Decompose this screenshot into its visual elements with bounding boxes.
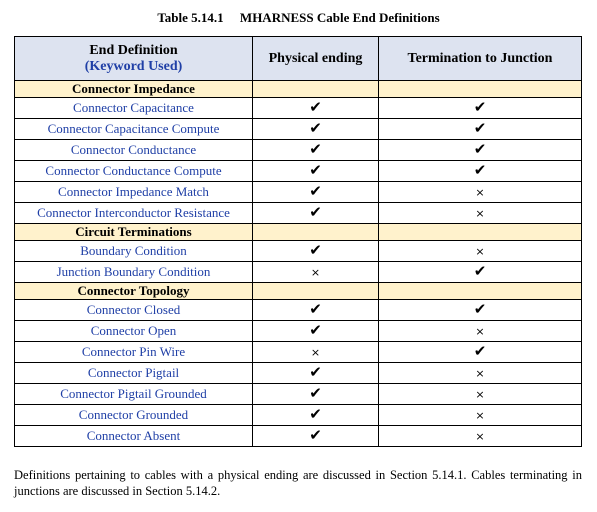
table-row xyxy=(15,182,582,203)
cross-icon: × xyxy=(310,346,321,359)
end-definition-keyword: Connector Capacitance xyxy=(15,98,253,119)
end-definition-keyword: Connector Pin Wire xyxy=(15,342,253,363)
section-title: Connector Impedance xyxy=(15,81,253,98)
section-row xyxy=(15,81,582,98)
cross-icon: × xyxy=(475,409,485,422)
footnote-paragraph: Definitions pertaining to cables with a physical ending are discussed in Section 5.14.1. Cables terminating in junctions are discussed in Section 5.14.2. xyxy=(14,468,582,498)
table-row xyxy=(15,405,582,426)
termination-to-junction-cell xyxy=(379,321,582,342)
table-row xyxy=(15,241,582,262)
end-definition-keyword: Junction Boundary Condition xyxy=(15,262,253,283)
termination-to-junction-cell xyxy=(379,140,582,161)
end-definition-keyword: Connector Conductance xyxy=(15,140,253,161)
checkmark-icon: ✔ xyxy=(309,119,322,137)
physical-ending-cell xyxy=(253,161,379,182)
section-title: Connector Topology xyxy=(15,283,253,300)
end-definition-keyword: Connector Grounded xyxy=(15,405,253,426)
header-end-definition xyxy=(15,37,253,81)
checkmark-icon: ✔ xyxy=(309,161,322,179)
table-row xyxy=(15,119,582,140)
physical-ending-cell xyxy=(253,405,379,426)
section-title: Circuit Terminations xyxy=(15,224,253,241)
physical-ending-cell xyxy=(253,342,379,363)
end-definition-keyword: Connector Absent xyxy=(15,426,253,447)
checkmark-icon: ✔ xyxy=(309,384,322,402)
header-termination-to-junction: Termination to Junction xyxy=(379,37,582,81)
section-empty-cell xyxy=(253,81,379,98)
table-body xyxy=(15,81,582,447)
termination-to-junction-cell xyxy=(379,342,582,363)
termination-to-junction-cell xyxy=(379,161,582,182)
end-definition-keyword: Connector Open xyxy=(15,321,253,342)
end-definition-keyword: Connector Interconductor Resistance xyxy=(15,203,253,224)
checkmark-icon: ✔ xyxy=(473,161,487,179)
termination-to-junction-cell xyxy=(379,426,582,447)
header-physical-ending: Physical ending xyxy=(253,37,379,81)
checkmark-icon: ✔ xyxy=(309,241,322,259)
end-definition-keyword: Connector Closed xyxy=(15,300,253,321)
end-definition-keyword: Connector Capacitance Compute xyxy=(15,119,253,140)
checkmark-icon: ✔ xyxy=(473,98,487,116)
table-row xyxy=(15,140,582,161)
cross-icon: × xyxy=(475,186,485,199)
header-keyword-used-label: (Keyword Used) xyxy=(84,58,183,74)
checkmark-icon: ✔ xyxy=(309,203,322,221)
cross-icon: × xyxy=(475,325,485,338)
section-empty-cell xyxy=(253,224,379,241)
section-empty-cell xyxy=(253,283,379,300)
physical-ending-cell xyxy=(253,203,379,224)
end-definition-keyword: Connector Impedance Match xyxy=(15,182,253,203)
physical-ending-cell xyxy=(253,300,379,321)
termination-to-junction-cell xyxy=(379,363,582,384)
termination-to-junction-cell xyxy=(379,182,582,203)
checkmark-icon: ✔ xyxy=(309,405,322,423)
physical-ending-cell xyxy=(253,182,379,203)
section-empty-cell xyxy=(379,81,582,98)
checkmark-icon: ✔ xyxy=(473,140,487,158)
table-row xyxy=(15,426,582,447)
checkmark-icon: ✔ xyxy=(473,262,487,280)
termination-to-junction-cell xyxy=(379,203,582,224)
termination-to-junction-cell xyxy=(379,300,582,321)
termination-to-junction-cell xyxy=(379,262,582,283)
table-caption: Table 5.14.1 MHARNESS Cable End Definitions xyxy=(157,10,440,25)
table-row xyxy=(15,321,582,342)
table-row xyxy=(15,98,582,119)
cable-end-definitions-table xyxy=(14,36,582,447)
end-definition-keyword: Boundary Condition xyxy=(15,241,253,262)
physical-ending-cell xyxy=(253,363,379,384)
cross-icon: × xyxy=(475,207,485,220)
section-row xyxy=(15,224,582,241)
section-row xyxy=(15,283,582,300)
checkmark-icon: ✔ xyxy=(473,342,487,360)
end-definition-keyword: Connector Pigtail Grounded xyxy=(15,384,253,405)
termination-to-junction-cell xyxy=(379,384,582,405)
header-end-definition-label: End Definition xyxy=(89,42,178,58)
physical-ending-cell xyxy=(253,98,379,119)
checkmark-icon: ✔ xyxy=(309,140,322,158)
end-definition-keyword: Connector Conductance Compute xyxy=(15,161,253,182)
physical-ending-cell xyxy=(253,241,379,262)
cross-icon: × xyxy=(310,266,321,279)
section-empty-cell xyxy=(379,283,582,300)
checkmark-icon: ✔ xyxy=(309,321,322,339)
physical-ending-cell xyxy=(253,262,379,283)
section-empty-cell xyxy=(379,224,582,241)
physical-ending-cell xyxy=(253,426,379,447)
checkmark-icon: ✔ xyxy=(473,119,487,137)
cross-icon: × xyxy=(475,367,485,380)
termination-to-junction-cell xyxy=(379,98,582,119)
physical-ending-cell xyxy=(253,384,379,405)
table-row xyxy=(15,342,582,363)
termination-to-junction-cell xyxy=(379,119,582,140)
header-row xyxy=(15,37,582,81)
table-row xyxy=(15,384,582,405)
cross-icon: × xyxy=(475,430,485,443)
checkmark-icon: ✔ xyxy=(309,182,322,200)
table-row xyxy=(15,262,582,283)
physical-ending-cell xyxy=(253,321,379,342)
termination-to-junction-cell xyxy=(379,405,582,426)
physical-ending-cell xyxy=(253,140,379,161)
physical-ending-cell xyxy=(253,119,379,140)
cross-icon: × xyxy=(475,245,485,258)
checkmark-icon: ✔ xyxy=(309,300,322,318)
end-definition-keyword: Connector Pigtail xyxy=(15,363,253,384)
termination-to-junction-cell xyxy=(379,241,582,262)
checkmark-icon: ✔ xyxy=(473,300,487,318)
cross-icon: × xyxy=(475,388,485,401)
checkmark-icon: ✔ xyxy=(309,363,322,381)
checkmark-icon: ✔ xyxy=(309,98,322,116)
table-row xyxy=(15,203,582,224)
checkmark-icon: ✔ xyxy=(309,426,322,444)
table-row xyxy=(15,161,582,182)
table-row xyxy=(15,363,582,384)
table-row xyxy=(15,300,582,321)
